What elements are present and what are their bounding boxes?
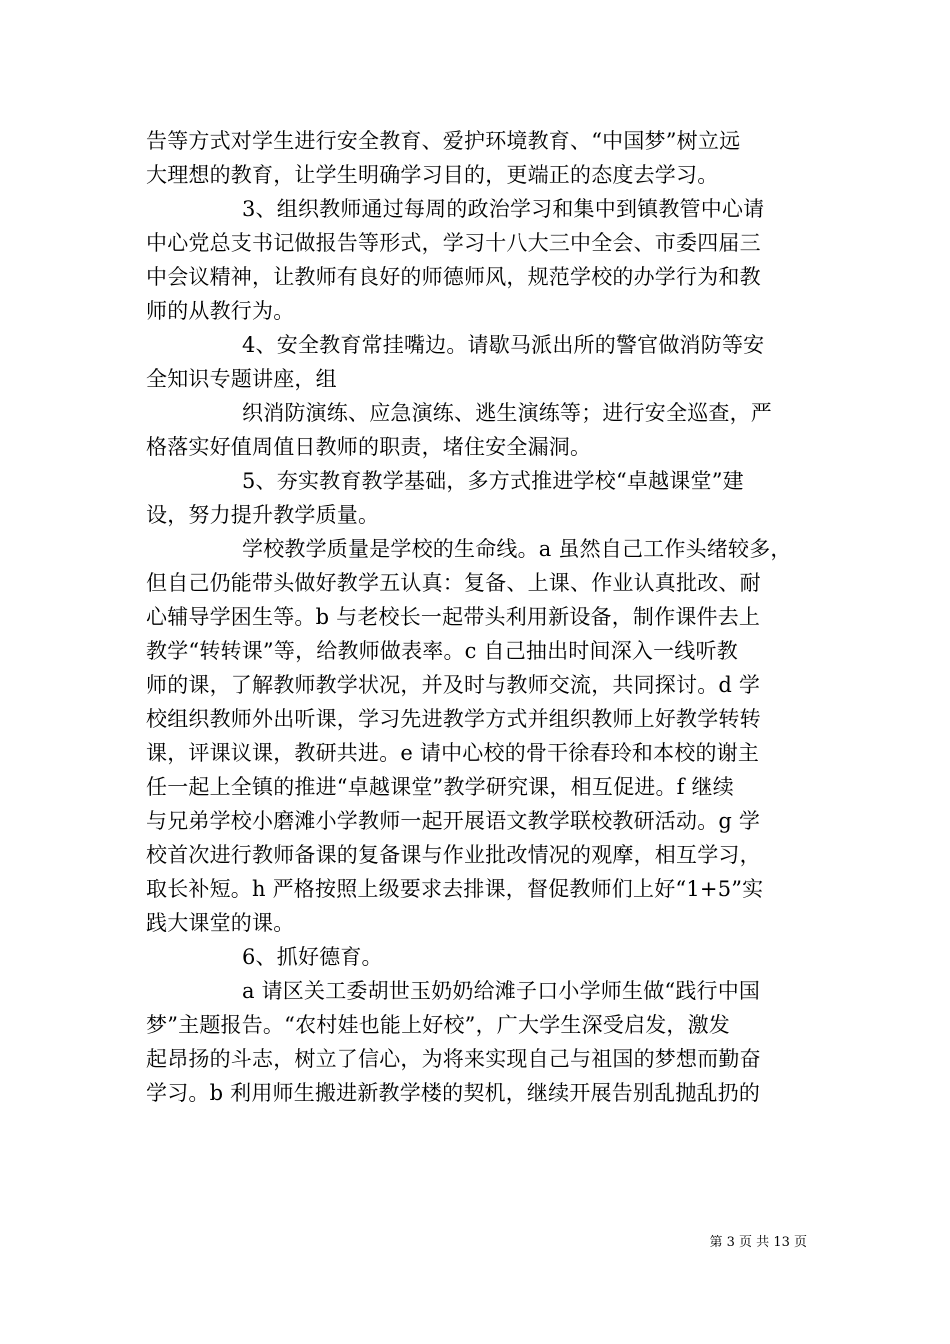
text-line: 全知识专题讲座，组 xyxy=(146,367,337,391)
text-line: 与兄弟学校小磨滩小学教师一起开展语文教学联校教研活动。g 学 xyxy=(146,809,761,833)
text-line: 取长补短。h 严格按照上级要求去排课，督促教师们上好“1+5”实 xyxy=(146,877,764,901)
text-line: 师的课，了解教师教学状况，并及时与教师交流，共同探讨。d 学 xyxy=(146,673,761,697)
text-line: 3、组织教师通过每周的政治学习和集中到镇教管中心请 xyxy=(242,197,765,221)
text-line: 织消防演练、应急演练、逃生演练等；进行安全巡查，严 xyxy=(242,401,772,425)
text-line: 设，努力提升教学质量。 xyxy=(146,503,380,527)
text-line: 校首次进行教师备课的复备课与作业批改情况的观摩，相互学习， xyxy=(146,843,761,867)
text-line: 中心党总支书记做报告等形式，学习十八大三中全会、市委四届三 xyxy=(146,231,761,255)
text-line: 学校教学质量是学校的生命线。a 虽然自己工作头绪较多， xyxy=(242,537,792,561)
text-line: 任一起上全镇的推进“卓越课堂”教学研究课，相互促进。f 继续 xyxy=(146,775,734,799)
text-line: 4、安全教育常挂嘴边。请歇马派出所的警官做消防等安 xyxy=(242,333,765,357)
text-line: 格落实好值周值日教师的职责，堵住安全漏洞。 xyxy=(146,435,592,459)
text-line: 课，评课议课，教研共进。e 请中心校的骨干徐春玲和本校的谢主 xyxy=(146,741,760,765)
text-line: 师的从教行为。 xyxy=(146,299,295,323)
text-line: 起昂扬的斗志，树立了信心，为将来实现自己与祖国的梦想而勤奋 xyxy=(146,1047,761,1071)
text-line: 6、抓好德育。 xyxy=(242,945,383,969)
text-line: 学习。b 利用师生搬进新教学楼的契机，继续开展告别乱抛乱扔的 xyxy=(146,1081,761,1105)
document-body xyxy=(146,124,810,1110)
text-line: 大理想的教育，让学生明确学习目的，更端正的态度去学习。 xyxy=(146,163,719,187)
text-line: 教学“转转课”等，给教师做表率。c 自己抽出时间深入一线听教 xyxy=(146,639,738,663)
text-line: 心辅导学困生等。b 与老校长一起带头利用新设备，制作课件去上 xyxy=(146,605,761,629)
page-number-footer: 第 3 页 共 13 页 xyxy=(709,1235,807,1250)
text-line: 校组织教师外出听课，学习先进教学方式并组织教师上好教学转转 xyxy=(146,707,761,731)
text-line: 梦”主题报告。“农村娃也能上好校”，广大学生深受启发，激发 xyxy=(146,1013,731,1037)
text-line: 中会议精神，让教师有良好的师德师风，规范学校的办学行为和教 xyxy=(146,265,761,289)
text-line: 5、夯实教育教学基础，多方式推进学校“卓越课堂”建 xyxy=(242,469,744,493)
text-line: 践大课堂的课。 xyxy=(146,911,295,935)
text-line: 告等方式对学生进行安全教育、爱护环境教育、“中国梦”树立远 xyxy=(146,129,741,153)
text-line: a 请区关工委胡世玉奶奶给滩子口小学师生做“践行中国 xyxy=(242,979,761,1003)
text-line: 但自己仍能带头做好教学五认真：复备、上课、作业认真批改、耐 xyxy=(146,571,761,595)
